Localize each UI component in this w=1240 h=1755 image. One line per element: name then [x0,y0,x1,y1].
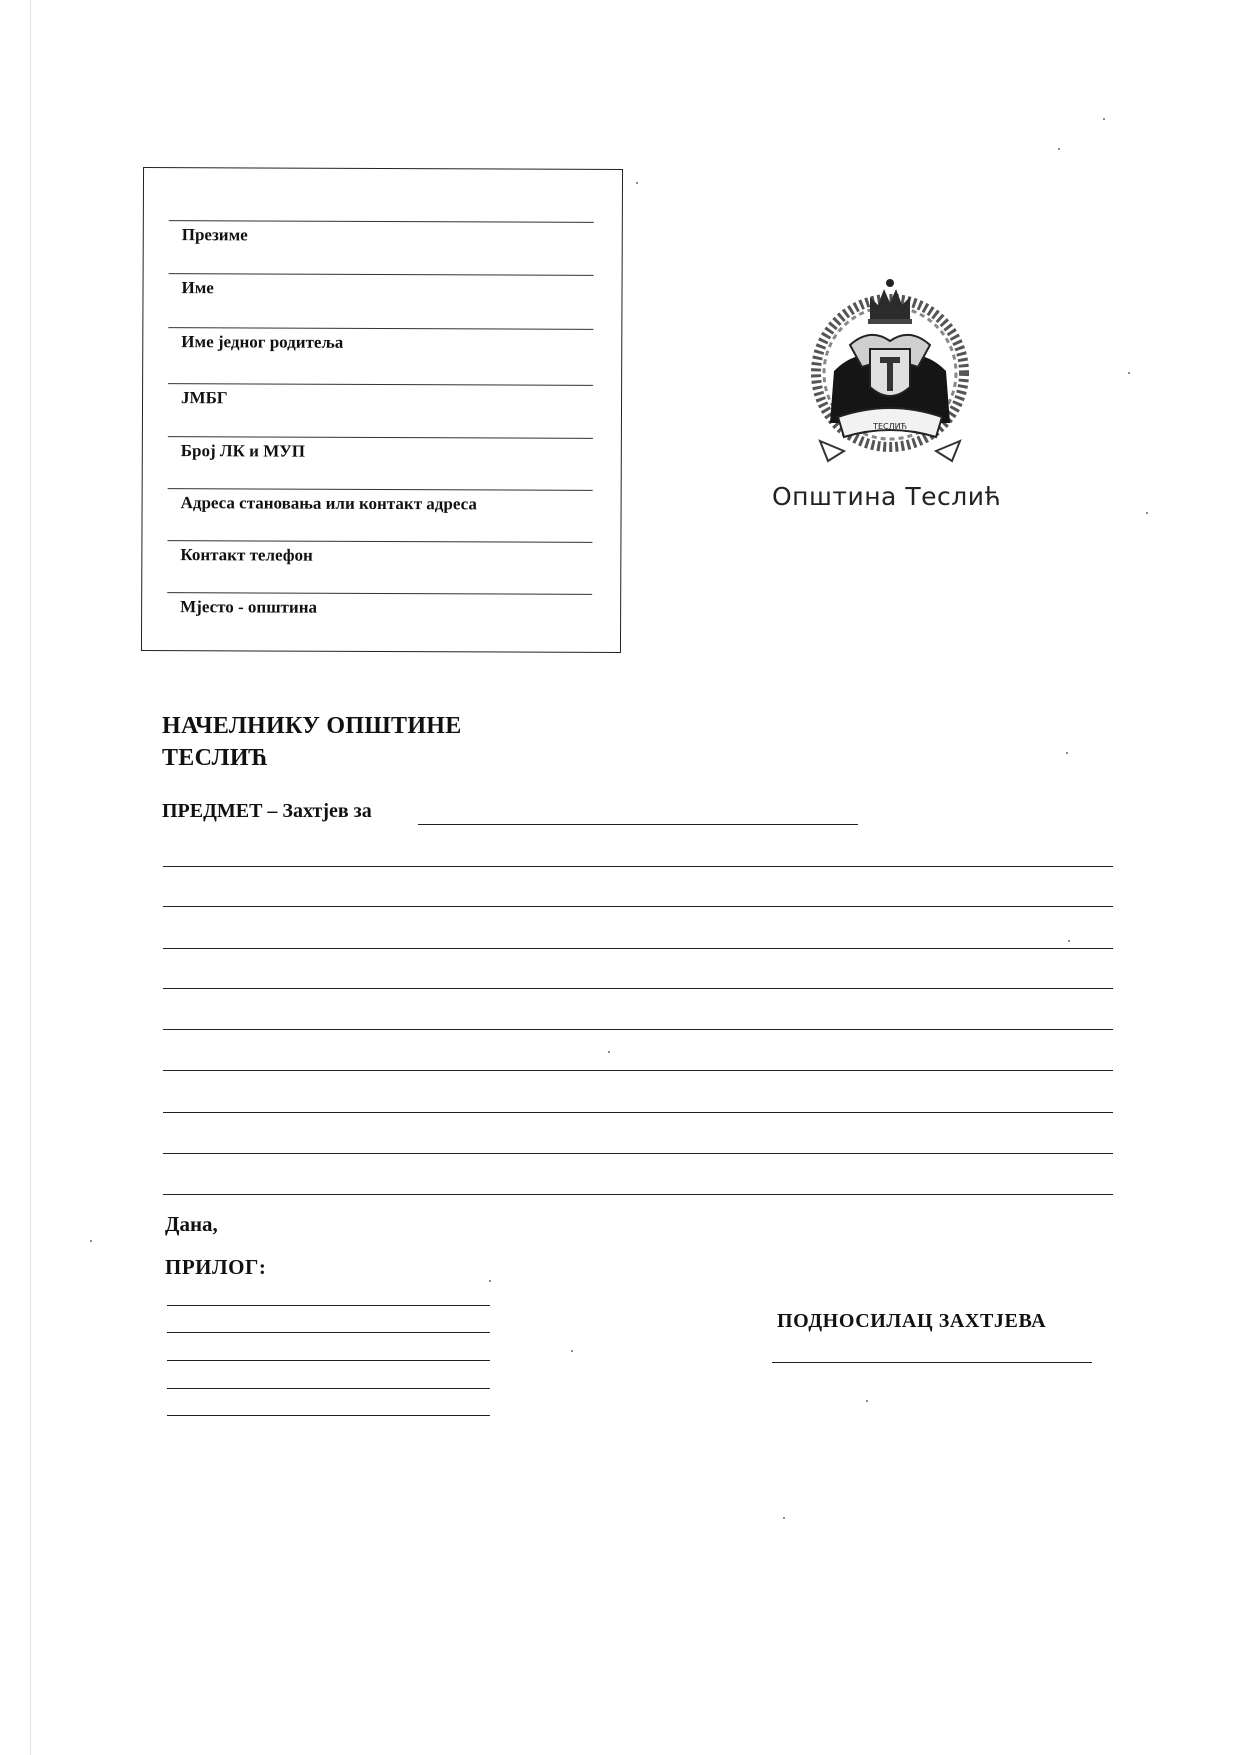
scan-speck [489,1280,491,1282]
applicant-info-box [141,167,623,653]
attachment-line[interactable] [167,1360,490,1361]
attachment-line[interactable] [167,1332,490,1333]
subject-input-line[interactable] [418,824,858,825]
attachment-label: ПРИЛОГ: [165,1255,267,1279]
info-field-label: Име једног родитеља [181,332,344,352]
input-line [168,436,593,439]
addressee-block [162,710,462,774]
request-text-line[interactable] [163,1070,1113,1071]
input-line [167,592,592,595]
info-field-label: Контакт телефон [180,545,313,565]
info-field-id-card[interactable] [168,436,593,463]
addressee-line-2: ТЕСЛИЋ [162,745,269,771]
attachment-line[interactable] [167,1415,490,1416]
request-text-line[interactable] [163,948,1113,949]
input-line [169,220,594,223]
info-field-address[interactable] [168,488,593,515]
scan-speck [783,1517,785,1519]
municipality-name: Општина Теслић [772,482,1002,511]
attachment-line[interactable] [167,1388,490,1389]
request-text-line[interactable] [163,1153,1113,1154]
info-field-phone[interactable] [167,540,592,567]
scan-speck [866,1400,868,1402]
info-field-label: Број ЛК и МУП [180,441,306,461]
request-text-line[interactable] [163,906,1113,907]
request-text-line[interactable] [163,988,1113,989]
info-field-label: Адреса становања или контакт адреса [180,493,477,514]
info-field-label: ЈМБГ [181,388,228,408]
emblem-ribbon-text: ТЕСЛИЋ [873,422,907,431]
date-label: Дана, [165,1212,218,1236]
info-field-jmbg[interactable] [168,383,593,410]
scan-speck [1068,940,1070,942]
info-field-first-name[interactable] [168,273,593,300]
info-field-label: Име [181,278,214,298]
scan-speck [571,1350,573,1352]
request-text-line[interactable] [163,1194,1113,1195]
input-line [169,273,594,276]
request-text-line[interactable] [163,1029,1113,1030]
info-field-label: Мјесто - општина [180,597,318,617]
subject-label: ПРЕДМЕТ – Захтјев за [162,800,372,822]
input-line [168,327,593,330]
scan-speck [608,1051,610,1053]
input-line [168,488,593,491]
input-line [167,540,592,543]
input-line [168,383,593,386]
scan-speck [90,1240,92,1242]
scan-speck [1058,148,1060,150]
municipality-coat-of-arms [800,275,980,465]
scan-speck [1066,752,1068,754]
applicant-label: ПОДНОСИЛАЦ ЗАХТЈЕВА [777,1310,1047,1332]
request-text-line[interactable] [163,1112,1113,1113]
attachment-line[interactable] [167,1305,490,1306]
request-text-line[interactable] [163,866,1113,867]
applicant-signature-line[interactable] [772,1362,1092,1363]
info-field-place[interactable] [167,592,592,619]
addressee-line-1: НАЧЕЛНИКУ ОПШТИНЕ [162,713,462,739]
scan-speck [1103,118,1105,120]
scan-speck [1128,372,1130,374]
info-field-surname[interactable] [169,220,594,247]
scan-speck [1146,512,1148,514]
page-margin-line [30,0,31,1755]
info-field-parent-name[interactable] [168,327,593,354]
scan-speck [636,182,638,184]
info-field-label: Презиме [181,225,248,245]
